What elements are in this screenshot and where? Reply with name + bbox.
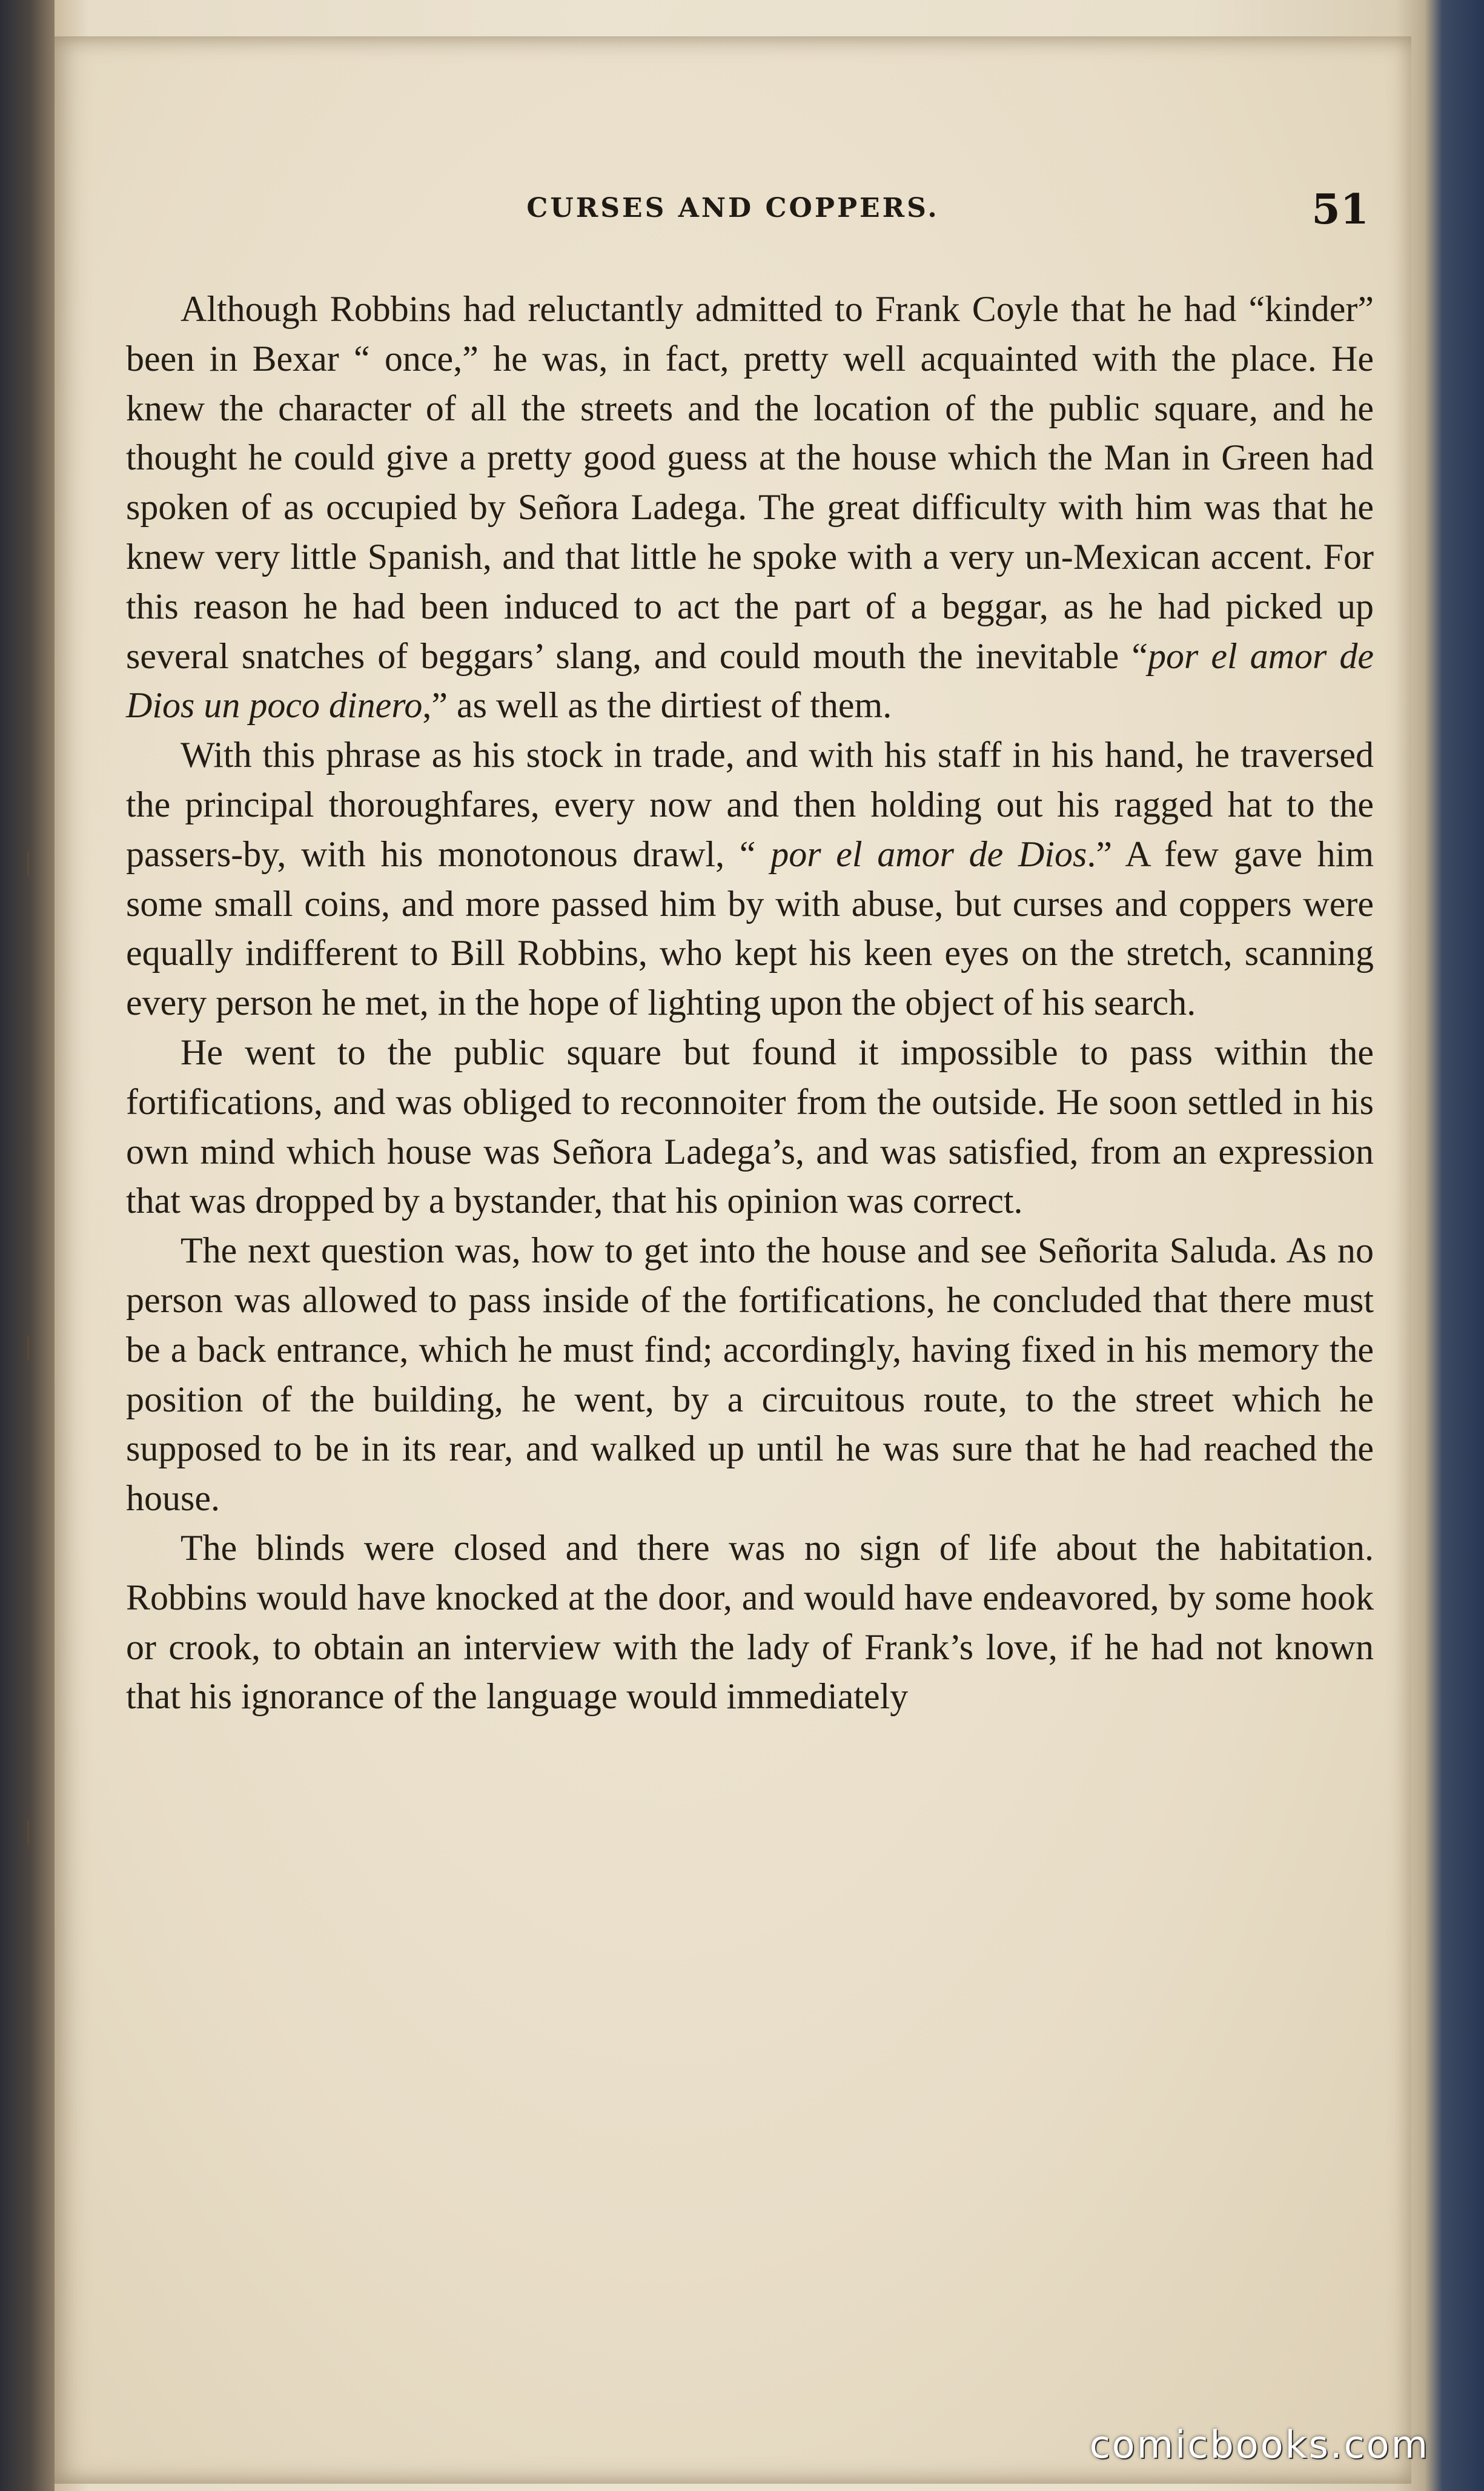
paragraph xyxy=(126,1028,1374,1226)
book-binding-edge xyxy=(0,0,55,2491)
book-page xyxy=(55,36,1411,2484)
margin-mark: | xyxy=(24,848,33,876)
paragraph xyxy=(126,1524,1374,1722)
paragraph xyxy=(126,285,1374,731)
italic-phrase: por el amor de Dios un poco dinero xyxy=(126,635,1374,726)
watermark: comicbooks.com xyxy=(1089,2423,1429,2467)
margin-mark: | xyxy=(24,1817,33,1845)
text-run: The blinds were closed and there was no sign of life about the habitation. Robbins would have knocked at the door, and would have endeavored, by some hook or crook, to obtain an interview with the lady of Frank’s love, if he had not known that his ignorance of the language would immediately xyxy=(126,1527,1374,1717)
text-run: With this phrase as his stock in trade, and with his staff in his hand, he traversed the principal thoroughfares, every now and then holding out his ragged hat to the passers-by, with his monotonous drawl, “ xyxy=(126,735,1374,874)
running-head xyxy=(55,182,1411,236)
running-title: CURSES AND COPPERS. xyxy=(526,193,939,224)
text-run: Although Robbins had reluctantly admitted to Frank Coyle that he had “kinder” been in Bexar “ once,” he was, in fact, pretty well acquainted with the place. He knew the character of all the streets and the location of the public square, and he thought he could give a pretty good guess at the house which the Man in Green had spoken of as occupied by Señora Ladega. The great difficulty with him was that he knew very little Spanish, and that little he spoke with a very un-Mexican accent. For this reason he had been induced to act the part of a beggar, as he had picked up several snatches of beggars’ slang, and could mouth the inevitable “ xyxy=(126,289,1374,676)
text-run: ,” as well as the dirtiest of them. xyxy=(422,685,892,726)
text-run: The next question was, how to get into the house and see Señorita Saluda. As no person was allowed to pass inside of the fortifications, he concluded that there must be a back entrance, which he must find; accordingly, having fixed in his memory the position of the building, he went, by a circuitous route, to the street which he supposed to be in its rear, and walked up until he was sure that he had reached the house. xyxy=(126,1230,1374,1519)
page-number: 51 xyxy=(1311,185,1369,234)
margin-mark: | xyxy=(24,1333,33,1361)
italic-phrase: por el amor de Dios xyxy=(770,834,1087,874)
text-run: He went to the public square but found it impossible to pass within the fortifications, and was obliged to reconnoiter from the outside. He soon settled in his own mind which house was Señora Ladega’s, and was satisfied, from an expression that was dropped by a bystander, that his opinion was correct. xyxy=(126,1032,1374,1221)
paragraph xyxy=(126,731,1374,1028)
text-run: .” A few gave him some small coins, and more passed him by with abuse, but curses and coppers were equally indifferent to Bill Robbins, who kept his keen eyes on the stretch, scanning every person he met, in the hope of lighting upon the object of his search. xyxy=(126,834,1374,1023)
body-text xyxy=(126,285,1374,1722)
paragraph xyxy=(126,1226,1374,1524)
